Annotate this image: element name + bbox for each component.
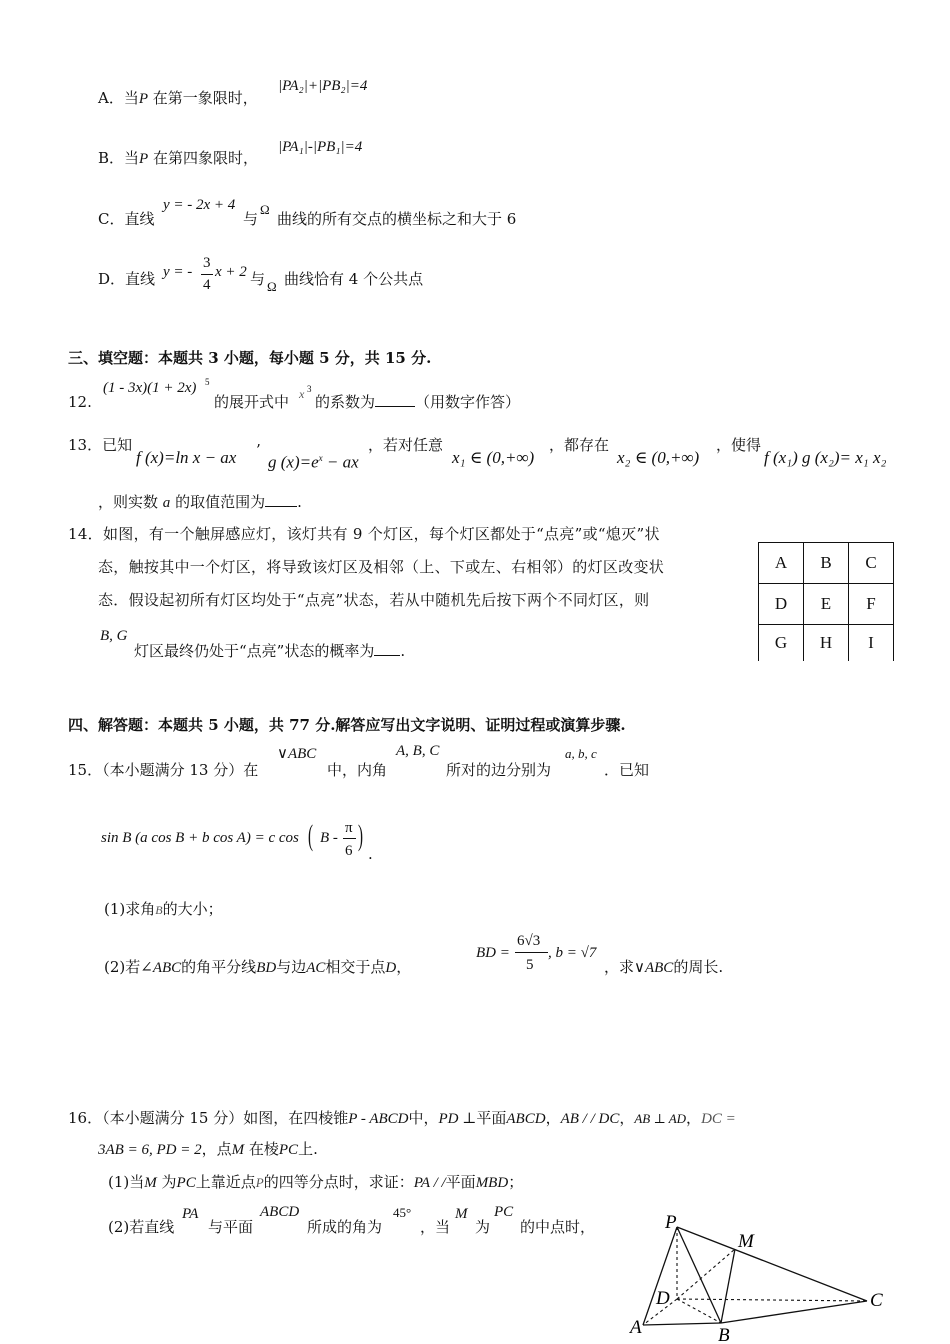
grid-cell: I [849,625,894,662]
edge-pa [643,1227,677,1325]
q13-t3: ，使得 [716,436,762,454]
q15-bd-den: 5 [526,957,534,973]
option-a: A．当P 在第一象限时， [98,89,258,107]
option-d: D．直线 [98,270,156,288]
option-c-mid: 与 [243,210,259,228]
q15-eq-end: . [368,845,373,863]
label-a: A [630,1317,642,1338]
q16-part2-c: 所成的角为 [307,1218,383,1236]
edge-dc [677,1299,867,1301]
q15-eq-pre: sin B (a cos B + b cos A) = c cos [101,830,299,846]
q12-xexp: 3 [307,384,312,394]
q16-p2-abcd: ABCD [260,1204,300,1220]
q16-part2-e: 为 [475,1218,491,1236]
omega-symbol: Ω [267,279,277,294]
q15-bd-pre: BD = [476,945,510,961]
q15-angles: A, B, C [396,743,440,759]
q15-number: 15．（本小题满分 13 分）在 [68,761,259,779]
q13-x1: x₁ ∈ (0,+∞) [452,448,535,467]
label-m: M [738,1231,754,1252]
q15-part2-end: ，求∨ABC的周长. [604,958,724,976]
q16-part2-d: ，当 [420,1218,451,1236]
grid-cell: E [804,584,849,625]
option-d-num: 3 [203,255,211,271]
option-b-expr: |PA₁|-|PB₁|=4 [278,139,363,155]
grid-cell: C [849,543,894,584]
fraction-bar [343,838,356,839]
edge-mb [721,1249,735,1323]
edge-bc [721,1301,867,1323]
q12-text: 的展开式中 [214,393,290,411]
section-heading: 四、解答题：本题共 5 小题，共 77 分.解答应写出文字说明、证明过程或演算步骤. [68,716,626,734]
q15-part2: (2)若∠ABC的角平分线BD与边AC相交于点D， [104,958,412,976]
q15-six: 6 [345,843,353,859]
q13-t2: ，都存在 [549,436,610,454]
grid-row [759,625,894,662]
q16-part2-a: (2)若直线 [108,1218,175,1236]
answer-blank [374,641,400,656]
grid-cell: A [759,543,804,584]
q15-t2: 所对的边分别为 [446,761,552,779]
grid-cell: D [759,584,804,625]
q16-line1: 16．（本小题满分 15 分）如图，在四棱锥P - ABCD中，PD ⊥平面ABCD，AB / / DC，AB ⊥ AD，DC = [68,1109,736,1127]
q15-part1: (1)求角B的大小； [104,900,223,918]
option-d-expr-post: x + 2 [215,264,247,280]
q14-line1: 14．如图，有一个触屏感应灯，该灯共有 9 个灯区，每个灯区都处于“点亮”或“熄灭”状 [68,525,660,543]
q14-line2: 态，触按其中一个灯区，将导致该灯区及相邻（上、下或左、右相邻）的灯区改变状 [98,558,665,576]
q13-number: 13．已知 [68,436,133,454]
q12-expr: (1 - 3x)(1 + 2x) [103,380,197,396]
option-d-text: 曲线恰有 4 个公共点 [284,270,424,288]
q16-part2-f: 的中点时， [520,1218,596,1236]
option-d-den: 4 [203,277,211,293]
q15-b-eq: , b = √7 [548,945,597,961]
option-c-text: 曲线的所有交点的横坐标之和大于 6 [277,210,517,228]
option-a-expr: |PA₂|+|PB₂|=4 [278,78,368,94]
q16-p2-pa: PA [182,1206,199,1222]
q15-sides: a, b, c [565,746,597,761]
q13-eq: f (x₁) g (x₂)= x₁ x₂ [764,448,887,467]
option-d-mid: 与 [250,270,266,288]
grid-cell: G [759,625,804,662]
q15-tri: ∨ABC [277,746,317,762]
q15-pi: π [345,820,353,836]
option-c-expr: y = - 2x + 4 [163,197,236,213]
grid-cell: B [804,543,849,584]
pyramid-figure [625,1205,895,1344]
q14-line4: 灯区最终仍处于“点亮”状态的概率为 . [134,642,406,660]
grid-cell: F [849,584,894,625]
q16-line2: 3AB = 6, PD = 2，点M 在棱PC上. [98,1140,318,1158]
omega-symbol: Ω [260,202,270,217]
q13-line2: ，则实数 a 的取值范围为 . [98,493,302,511]
light-grid [758,542,894,661]
q13-g: g $(x)=e^x$ − ax [268,452,359,472]
q12-x: x [299,387,305,401]
edge-ab [643,1323,721,1325]
q15-t1: 中，内角 [327,761,388,779]
q16-part2-b: 与平面 [208,1218,254,1236]
q15-bd-num: 6√3 [517,933,541,949]
fraction-bar [515,952,548,953]
label-b: B [718,1325,730,1344]
option-c: C．直线 [98,210,155,228]
q16-p2-m: M [455,1206,468,1222]
q12-text2: 的系数为 （用数字作答） [315,393,521,411]
grid-row [759,543,894,584]
q15-t3: ．已知 [604,761,650,779]
q14-line3: 态．假设起初所有灯区均处于“点亮”状态，若从中随机先后按下两个不同灯区，则 [98,591,650,609]
answer-blank [375,392,415,407]
q12-exp: 5 [205,377,210,387]
q13-t1: ，若对任意 [368,436,444,454]
q16-p2-deg: 45° [393,1205,412,1220]
option-d-expr-pre: y = - [163,264,193,280]
q13-f: f (x)=ln x − ax [136,448,237,467]
q16-part1: (1)当M 为PC上靠近点P的四等分点时，求证：PA / /平面MBD； [108,1173,524,1191]
edge-db [677,1299,721,1323]
q14-vars: B, G [100,628,128,644]
q16-p2-pc: PC [494,1204,514,1220]
option-b: B．当P 在第四象限时， [98,149,258,167]
section-heading: 三、填空题：本题共 3 小题，每小题 5 分，共 15 分. [68,349,432,367]
grid-row [759,584,894,625]
label-d: D [656,1288,670,1309]
label-c: C [870,1290,883,1311]
q15-eq-in: B - [320,830,338,846]
label-p: P [665,1212,677,1233]
grid-cell: H [804,625,849,662]
q12-number: 12. [68,393,92,411]
answer-blank [265,492,297,507]
q13-x2: x₂ ∈ (0,+∞) [617,448,700,467]
